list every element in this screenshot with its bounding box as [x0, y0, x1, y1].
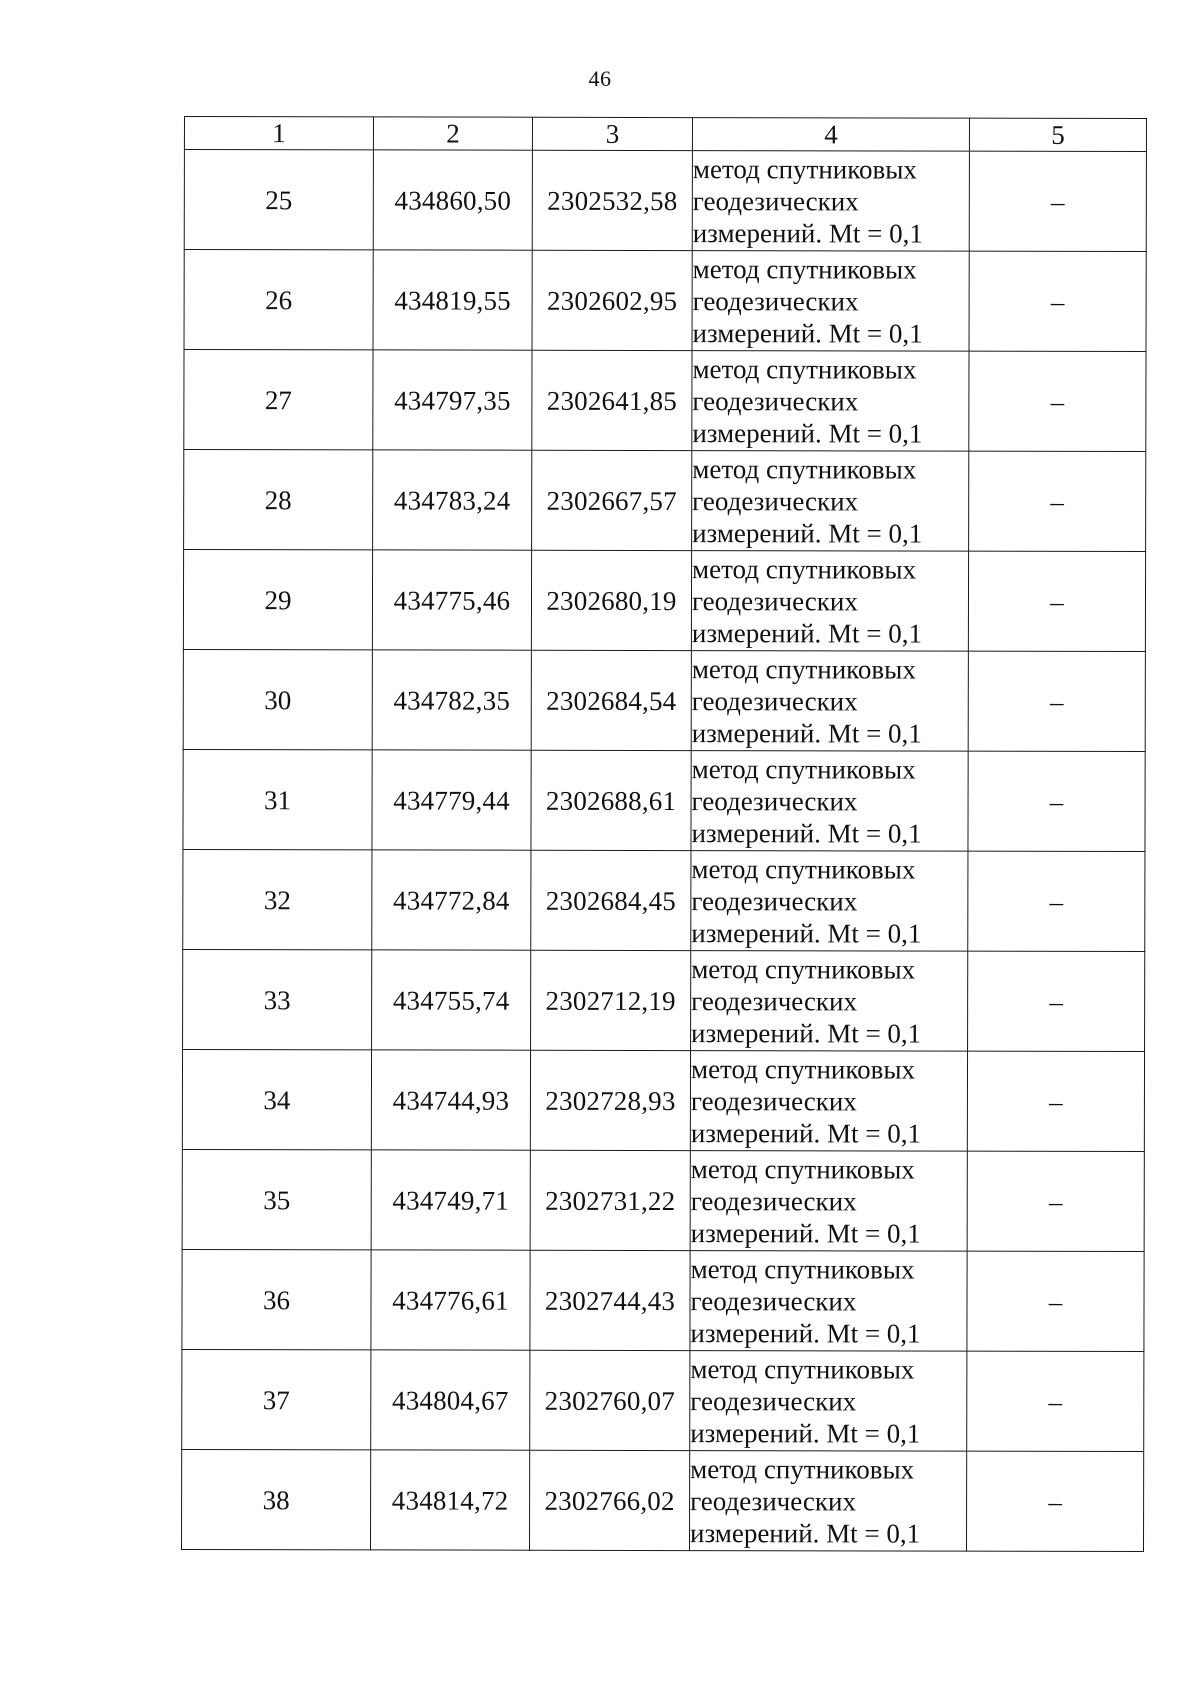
method-cell	[691, 751, 968, 852]
x-coordinate-cell: 434775,46	[372, 550, 531, 650]
method-line: метод спутниковых	[690, 1353, 915, 1385]
y-coordinate-cell: 2302744,43	[530, 1250, 690, 1350]
note-cell: –	[968, 651, 1145, 751]
method-line: метод спутниковых	[692, 553, 917, 585]
method-line: метод спутниковых	[691, 753, 916, 785]
method-cell	[690, 1051, 967, 1152]
method-line: измерений. Mt = 0,1	[692, 217, 923, 249]
table-row	[184, 250, 1146, 352]
method-line: метод спутниковых	[692, 253, 917, 285]
point-number-cell: 38	[181, 1449, 370, 1549]
method-line: геодезических	[691, 685, 858, 716]
method-line: измерений. Mt = 0,1	[691, 617, 923, 649]
y-coordinate-cell: 2302641,85	[532, 350, 692, 450]
method-line: метод спутниковых	[690, 1453, 915, 1485]
point-number-cell: 31	[183, 749, 372, 849]
point-number-cell: 30	[183, 649, 372, 749]
note-cell: –	[969, 451, 1146, 551]
note-cell: –	[967, 1351, 1144, 1451]
method-cell	[692, 251, 969, 352]
x-coordinate-cell: 434772,84	[372, 850, 531, 950]
note-cell: –	[967, 1051, 1144, 1151]
point-number-cell: 26	[184, 250, 373, 350]
method-line: измерений. Mt = 0,1	[692, 317, 923, 349]
y-coordinate-cell: 2302532,58	[532, 150, 692, 250]
method-cell	[690, 1351, 967, 1452]
table-row	[183, 649, 1145, 751]
table-row	[182, 1049, 1144, 1151]
method-line: измерений. Mt = 0,1	[690, 1117, 922, 1149]
method-cell	[691, 551, 968, 652]
point-number-cell: 35	[182, 1149, 371, 1249]
x-coordinate-cell: 434783,24	[373, 450, 532, 550]
table-row	[182, 1149, 1144, 1251]
method-line: геодезических	[691, 785, 858, 816]
y-coordinate-cell: 2302766,02	[529, 1450, 689, 1550]
column-header-2: 2	[373, 117, 532, 150]
method-line: измерений. Mt = 0,1	[690, 1517, 921, 1549]
header-row	[184, 117, 1146, 152]
method-line: геодезических	[691, 585, 858, 616]
note-cell: –	[968, 851, 1145, 951]
column-header-1: 1	[184, 117, 373, 150]
method-line: метод спутниковых	[690, 1053, 916, 1085]
method-line: геодезических	[692, 285, 859, 316]
method-line: геодезических	[690, 1285, 857, 1316]
table-row	[182, 1249, 1144, 1351]
method-line: метод спутниковых	[692, 353, 917, 385]
table-row	[184, 150, 1146, 252]
x-coordinate-cell: 434782,35	[372, 650, 531, 750]
column-header-5: 5	[969, 118, 1146, 151]
method-line: измерений. Mt = 0,1	[691, 917, 922, 949]
note-cell: –	[969, 251, 1146, 351]
x-coordinate-cell: 434814,72	[370, 1450, 529, 1550]
note-cell: –	[966, 1451, 1143, 1551]
point-number-cell: 32	[183, 849, 372, 949]
x-coordinate-cell: 434819,55	[373, 250, 532, 350]
method-cell	[691, 951, 968, 1052]
method-cell	[691, 651, 968, 752]
y-coordinate-cell: 2302688,61	[531, 750, 691, 850]
method-cell	[689, 1451, 966, 1552]
page-number: 46	[588, 66, 612, 91]
y-coordinate-cell: 2302731,22	[530, 1150, 690, 1250]
table-row	[183, 550, 1145, 652]
note-cell: –	[969, 351, 1146, 451]
note-cell: –	[968, 551, 1145, 651]
note-cell: –	[968, 751, 1145, 851]
method-line: метод спутниковых	[690, 1153, 915, 1185]
column-header-4: 4	[692, 118, 969, 152]
method-line: метод спутниковых	[691, 653, 916, 685]
point-number-cell: 28	[184, 450, 373, 550]
table-row	[181, 1449, 1143, 1551]
table-row	[183, 749, 1145, 851]
method-cell	[690, 1151, 967, 1252]
method-line: метод спутниковых	[690, 1253, 915, 1285]
x-coordinate-cell: 434749,71	[371, 1150, 530, 1250]
method-line: измерений. Mt = 0,1	[691, 1017, 922, 1049]
table-row	[184, 450, 1146, 552]
method-line: измерений. Mt = 0,1	[690, 1217, 921, 1249]
method-line: метод спутниковых	[691, 953, 916, 985]
y-coordinate-cell: 2302667,57	[532, 450, 692, 550]
x-coordinate-cell: 434755,74	[372, 950, 531, 1050]
x-coordinate-cell: 434804,67	[371, 1350, 530, 1450]
coordinates-table	[181, 116, 1147, 1552]
note-cell: –	[969, 151, 1146, 251]
method-line: геодезических	[692, 185, 859, 216]
note-cell: –	[967, 1251, 1144, 1351]
method-line: геодезических	[690, 1085, 857, 1116]
y-coordinate-cell: 2302684,54	[531, 650, 691, 750]
point-number-cell: 33	[183, 949, 372, 1049]
y-coordinate-cell: 2302684,45	[531, 850, 691, 950]
method-line: метод спутниковых	[692, 153, 917, 185]
method-line: геодезических	[692, 485, 859, 516]
point-number-cell: 36	[182, 1249, 371, 1349]
method-line: измерений. Mt = 0,1	[692, 417, 923, 449]
table-body	[181, 150, 1146, 1552]
x-coordinate-cell: 434779,44	[372, 750, 531, 850]
x-coordinate-cell: 434860,50	[373, 150, 532, 250]
method-line: измерений. Mt = 0,1	[691, 717, 922, 749]
x-coordinate-cell: 434776,61	[371, 1250, 530, 1350]
method-line: геодезических	[691, 885, 858, 916]
point-number-cell: 37	[182, 1349, 371, 1449]
method-line: метод спутниковых	[692, 453, 917, 485]
method-line: геодезических	[690, 1385, 857, 1416]
point-number-cell: 27	[184, 350, 373, 450]
method-cell	[692, 451, 969, 552]
method-line: измерений. Mt = 0,1	[690, 1417, 921, 1449]
table-row	[184, 350, 1146, 452]
method-line: геодезических	[692, 385, 859, 416]
method-line: метод спутниковых	[691, 853, 916, 885]
y-coordinate-cell: 2302712,19	[531, 950, 691, 1050]
method-line: геодезических	[690, 1185, 857, 1216]
note-cell: –	[968, 951, 1145, 1051]
column-header-3: 3	[532, 117, 692, 150]
method-line: измерений. Mt = 0,1	[692, 517, 923, 549]
y-coordinate-cell: 2302760,07	[530, 1350, 690, 1450]
method-cell	[691, 851, 968, 952]
x-coordinate-cell: 434744,93	[371, 1050, 530, 1150]
point-number-cell: 34	[182, 1049, 371, 1149]
table-row	[183, 949, 1145, 1051]
method-line: геодезических	[690, 1485, 857, 1516]
y-coordinate-cell: 2302602,95	[532, 250, 692, 350]
x-coordinate-cell: 434797,35	[373, 350, 532, 450]
table-row	[183, 849, 1145, 951]
y-coordinate-cell: 2302680,19	[531, 550, 691, 650]
table-row	[182, 1349, 1144, 1451]
y-coordinate-cell: 2302728,93	[530, 1050, 690, 1150]
method-cell	[690, 1251, 967, 1352]
note-cell: –	[967, 1151, 1144, 1251]
table-header	[184, 117, 1146, 152]
method-line: геодезических	[691, 985, 858, 1016]
method-line: измерений. Mt = 0,1	[690, 1317, 921, 1349]
point-number-cell: 29	[183, 550, 372, 650]
point-number-cell: 25	[184, 150, 373, 250]
method-cell	[692, 151, 969, 252]
method-line: измерений. Mt = 0,1	[691, 817, 922, 849]
method-cell	[692, 351, 969, 452]
